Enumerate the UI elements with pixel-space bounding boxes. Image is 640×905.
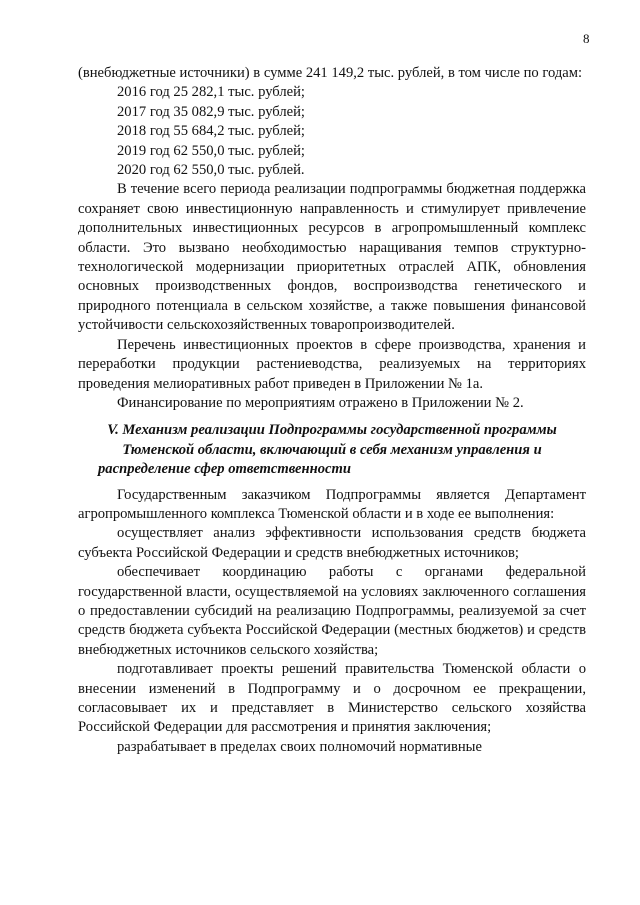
coordination-paragraph: обеспечивает координацию работы с органами федеральной государственной власти, осуществляемой на условиях заключенного соглашения о предоставлении субсидий на реализацию Подпрограммы, реализуемой за счет средств бюджета субъекта Российской Федерации (местных бюджетов) и средств внебюджетных источников сельского хозяйства; — [78, 564, 586, 658]
customer-paragraph: Государственным заказчиком Подпрограммы является Департамент агропромышленного комплекса Тюменской области и в ходе ее выполнения: — [78, 486, 586, 522]
financing-paragraph: Финансирование по мероприятиям отражено в Приложении № 2. — [117, 394, 524, 411]
year-line-2020: 2020 год 62 550,0 тыс. рублей. — [117, 162, 305, 179]
funding-by-year-list — [78, 83, 586, 180]
intro-paragraph: (внебюджетные источники) в сумме 241 149,2 тыс. рублей, в том числе по годам: — [78, 65, 583, 81]
investment-projects-paragraph: Перечень инвестиционных проектов в сфере производства, хранения и переработки продукции растениеводства, реализуемых на территориях проведения мелиоративных работ приведен в Приложении № 1а. — [78, 336, 586, 392]
page-number: 8 — [583, 31, 590, 46]
develops-paragraph: разрабатывает в пределах своих полномочий нормативные — [117, 738, 482, 755]
year-line-2019: 2019 год 62 550,0 тыс. рублей; — [117, 142, 305, 159]
section-heading: V. Механизм реализации Подпрограммы государственной программы Тюменской области, включающий в себя механизм управления и распределение сфер ответственности — [98, 422, 557, 478]
analysis-paragraph: осуществляет анализ эффективности использования средств бюджета субъекта Российской Федерации и средств внебюджетных источников; — [78, 525, 586, 561]
document-body — [78, 64, 586, 757]
draft-decisions-paragraph: подготавливает проекты решений правительства Тюменской области о внесении изменений в Подпрограмму и о досрочном ее прекращении, согласовывает их и представляет в Министерство сельского хозяйства Российской Федерации для рассмотрения и принятия заключения; — [78, 661, 586, 736]
year-line-2016: 2016 год 25 282,1 тыс. рублей; — [117, 84, 305, 101]
year-line-2017: 2017 год 35 082,9 тыс. рублей; — [117, 103, 305, 120]
year-line-2018: 2018 год 55 684,2 тыс. рублей; — [117, 123, 305, 140]
budget-support-paragraph: В течение всего периода реализации подпрограммы бюджетная поддержка сохраняет свою инвестиционную направленность и стимулирует привлечение дополнительных инвестиционных ресурсов в агропромышленный комплекс области. Это вызвано необходимостью наращивания темпов структурно-технологической модернизации приоритетных отраслей АПК, обновления основных производственных фондов, воспроизводства генетического и природного потенциала в сельском хозяйстве, а также повышения финансовой устойчивости сельскохозяйственных товаропроизводителей. — [78, 181, 586, 334]
